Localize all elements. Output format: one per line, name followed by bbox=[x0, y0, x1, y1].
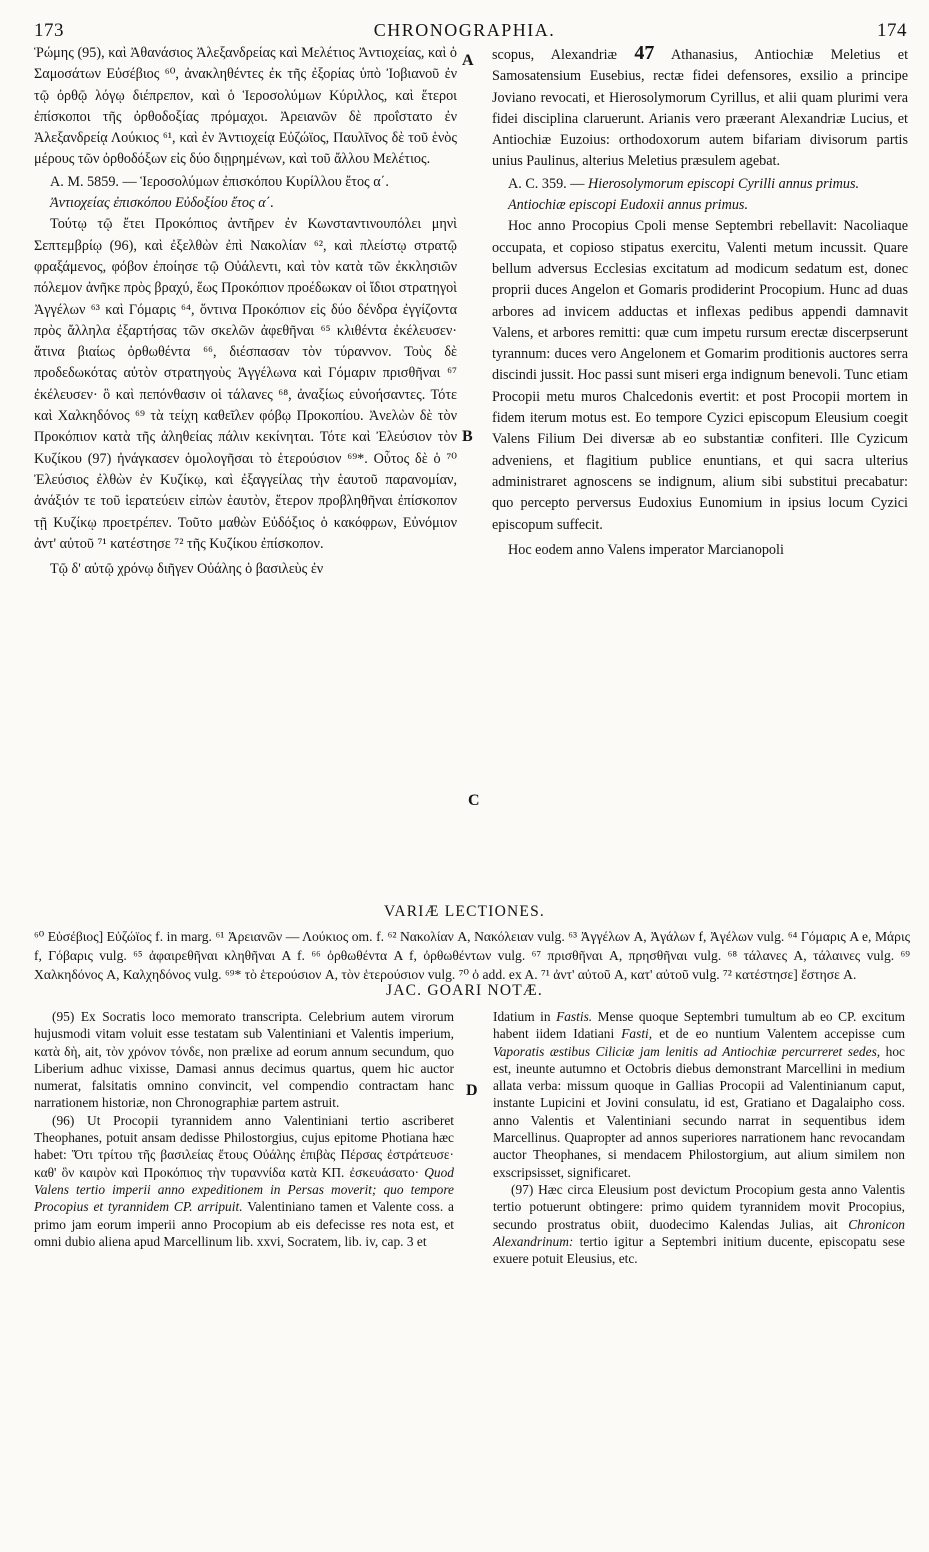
right-page-number: 174 bbox=[877, 20, 907, 41]
note-95: (95) Ex Socratis loco memorato transcripta. Celebrium autem virorum hujusmodi vitam voluit esse testatam sub Valentiniani et Valentis imperium, κατὰ δὴ, ait, τὸν χρόνον τόνδε, non prælixe ad eorum annum secundum, quo Liberium adhuc vixisse, Damasi annus decimus quartus, quem hic auctor numerat, falsitatis omnino convincit, vel compendio contractam hanc narrationem historiæ, non Chronographiæ partem astruit. bbox=[34, 1009, 454, 1111]
latin-paragraph-1-start: scopus, Alexandriæ bbox=[492, 47, 617, 63]
latin-year-bishop: Hierosolymorum episcopi Cyrilli annus primus. bbox=[588, 175, 860, 192]
note-96-continued bbox=[493, 1008, 905, 1181]
latin-antioch-line: Antiochiæ episcopi Eudoxii annus primus. bbox=[508, 197, 748, 214]
note-97-text: (97) Hæc circa Eleusium post devictum Procopium gesta anno Valentis tertio potuerunt obtingere: primo quidem tyrannidem movit Procopius, secundo prostratus obiit, duodecimo Kalendas Julias, ait bbox=[493, 1181, 905, 1232]
greek-year-line: A. M. 5859. — Ἱεροσολύμων ἐπισκόπου Κυρίλλου ἔτος α΄. bbox=[50, 173, 389, 190]
latin-year-line bbox=[492, 174, 908, 195]
latin-paragraph-1-rest: Athanasius, Antiochiæ Meletius et Samosatensium Eusebius, rectæ fidei defensores, exsilio a principe Joviano revocati, et Hierosolymorum Cyrillus, et alii quam plurimi vera fidei disciplina claruerunt. Arianis vero præerant Alexandriæ Lucius, et Antiochiæ Euzoius: orthodoxorum autem bifariam divisorum partis unius Paulinus, alterius Meletius præsulem agebat. bbox=[492, 47, 909, 170]
margin-marker-b: B bbox=[462, 428, 473, 445]
margin-marker-d: D bbox=[466, 1082, 478, 1099]
note-text: hoc est, ineunte autumno et Octobris diebus demonstrant Marcellini in medium allata verba: missum quoque in Gallias Procopii ad Valentinianum caput, instante Lupicini et Jovini consulatu, id est, Gratiano et Dagalaipho coss. anno Valentis et Valentiniani secundo narrat in sequentibus idem Marcellinus. Quapropter ad annos superiores narrationem hanc revocandam auctor Theophanes, si mendacem Philostorgium, aut alium similem non exscripsisset, significaret. bbox=[493, 1043, 905, 1180]
note-96 bbox=[34, 1112, 454, 1250]
latin-paragraph-2: Hoc anno Procopius Cpoli mense Septembri rebellavit: Nacoliaque occupata, et copioso stipatus exercitu, Valenti metum incussit. Quare bellum adversus Ecclesias excitatum ad modicum sedatum est, donec proprii duces Angelon et Gomaris prodiderint Procopium. Hunc ad duas arbores ad invicem adductas et inflexas pedibus appendi damnavit Valens, et arbores remitti: quæ cum impetu rursum erectæ discerpserunt tyrannum: duces vero Angelonem et Gomarim proditionis auctores serra discindi jussit. Hoc passi sunt miseri erga indignum benevoli. Tunc etiam Procopii metu muros Chalcedonis evertit: et post Procopii mortem in fidem iterum motus est. Eo tempore Cyzici episcopum Eleusium coegit Valens Filium Dei diversæ ab eo substantiæ confiteri. Ille Cyzicum adveniens, et flagitium publice enuntians, et qui sacra ulterius administraret agnoscens se indignum, alium sibi substitui precabatur: quo percepto perversus Eudoxius Eunomium in ipsius locum Cyzici episcopum suffecit. bbox=[492, 218, 908, 533]
latin-year-label: A. C. 359. — bbox=[508, 175, 585, 192]
note-96-rest: Valentiniano tamen et Valente coss. a primo jam eorum imperii anno Procopium ab eis defecisse res nota est, et omni dubio aliena apud Marcellinum lib. xxvi, Socratem, lib. iv, cap. 3 et bbox=[34, 1199, 455, 1249]
variae-title: VARIÆ LECTIONES. bbox=[383, 903, 545, 920]
note-text: Mense quoque Septembri tumultum ab eo CP. excitum habent iidem Idatiani bbox=[493, 1009, 905, 1042]
note-97-citation: Chronicon Alexandrinum: bbox=[493, 1216, 905, 1249]
running-title: CHRONOGRAPHIA. bbox=[373, 20, 556, 40]
note-97-rest: tertio igitur a Septembri initium ducente, episcopatu sese exuere potuit Eleusius, etc. bbox=[493, 1233, 905, 1267]
note-citation: Fastis. bbox=[556, 1009, 593, 1024]
note-96-text: (96) Ut Procopii tyrannidem anno Valentiniani tertio ascriberet Theophanes, potuit ansam dedisse Philostorgius, cujus epitome Photiana hæc habet: Ὅτι τρίτου τῆς βασιλείας ἔτους Οὐάλης ἐπιβὰς Πέρσας ἐστράτευσε· καθ' ὃν καιρὸν καὶ Προκόπιος τὴν τυραννίδα κατὰ ΚΠ. ἐσκευάσατο· bbox=[34, 1112, 454, 1180]
latin-column bbox=[492, 43, 908, 561]
note-97 bbox=[493, 1181, 905, 1267]
note-citation: Fasti, bbox=[621, 1026, 653, 1042]
margin-marker-a: A bbox=[462, 52, 474, 69]
greek-paragraph-2: Τούτῳ τῷ ἔτει Προκόπιος ἀντῆρεν ἐν Κωνσταντινουπόλει μηνὶ Σεπτεμβρίῳ (96), καὶ ἐξελθὼν ἐπὶ Νακολίαν ⁶², καὶ πλείστῳ στρατῷ φραξάμενος, φόβον ἐποίησε τῷ Οὐάλεντι, καὶ τὸν κατὰ τῶν ἐκκλησιῶν πόλεμον ἀνῆκε πρὸς βραχύ, ἕως Προκόπιον προέδωκαν οἱ ἴδιοι στρατηγοὶ Ἀγγέλων ⁶³ καὶ Γόμαρις ⁶⁴, ὅντινα Προκόπιον εἰς δύο δένδρα ἐγγίζοντα πρὸς ἄλληλα ἐξαρτήσας τῶν σκελῶν ἀφεθῆναι ⁶⁵ κλιθέντα ἐκέλευσεν· ἅτινα βιαίως ὀρθωθέντα ⁶⁶, διέσπασαν τὸν τύραννον. Τοὺς δὲ προδεδωκότας αὐτὸν στρατηγοὺς Ἀγγέλωνα καὶ Γόμαριν πρισθῆναι ⁶⁷ ἐκέλευσεν· ὃ καὶ πεπόνθασιν οἱ τάλανες ⁶⁸, ἀναξίως εὐνοήσαντες. Τότε καὶ Χαλκηδόνος ⁶⁹ τὰ τείχη καθεῖλεν φόβῳ Προκοπίου. Ἀνελὼν δὲ τὸν Προκόπιον κατὰ τῆς ἀληθείας πάλιν κεκίνηται. Τότε καὶ Ἐλεύσιον τὸν Κυζίκου (97) ἠνάγκασεν ὁμολογῆσαι τὸ ἑτερούσιον ⁶⁹*. Οὗτος δὲ ὁ ⁷⁰ Ἐλεύσιος ἐλθὼν ἐν Κυζίκῳ, καὶ ἐξαγγείλας τὴν ἑαυτοῦ παρανομίαν, ἀνάξιόν τε τοῦ ἱερατεύειν εἰπὼν ἑαυτὸν, ἕτερον προβληθῆναι ἐπίσκοπον τῇ Κυζίκῳ προετρέπεν. Τοῦτο μαθὼν Εὐδόξιος ὁ κακόφρων, Εὐνόμιον ἀντ' αὐτοῦ ⁷¹ κατέστησε ⁷² τῆς Κυζίκου ἐπίσκοπον. bbox=[34, 216, 457, 552]
notes-right-column bbox=[493, 1008, 905, 1267]
latin-paragraph-3: Hoc eodem anno Valens imperator Marcianopoli bbox=[508, 541, 784, 558]
latin-paragraph-1 bbox=[492, 43, 908, 173]
greek-paragraph-3: Τῷ δ' αὐτῷ χρόνῳ διῆγεν Οὐάλης ὁ βασιλεὺς ἐν bbox=[50, 561, 324, 578]
column-number: 47 bbox=[634, 42, 655, 64]
greek-column bbox=[34, 43, 457, 580]
variae-lectiones bbox=[34, 927, 910, 984]
note-text: et de eo nuntium Valentem accepisse cum bbox=[659, 1026, 905, 1042]
margin-marker-c: C bbox=[468, 792, 480, 809]
variae-text: ⁶⁰ Εὐσέβιος] Εὐζώϊος f. in marg. ⁶¹ Ἀρειανῶν — Λούκιος om. f. ⁶² Νακολίαν A, Νακόλειαν vulg. ⁶³ Ἀγγέλων A, Ἀγάλων f, Ἀγέλων vulg. ⁶⁴ Γόμαρις A e, Μάρις f, Γόβαρις vulg. ⁶⁵ ἀφαιρεθῆναι κληθῆναι A f. ⁶⁶ ὀρθωθέντα A f, ὀρθωθέντων vulg. ⁶⁷ πρισθῆναι A, πρησθῆναι vulg. ⁶⁸ τάλανες A, τάλαινες vulg. ⁶⁹ Χαλκηδόνος A, Καλχηδόνος vulg. ⁶⁹* τὸ ἑτερούσιον A, τὸν ἑτερούσιον vulg. ⁷⁰ ὁ add. ex A. ⁷¹ ἀντ' αὐτοῦ A, κατ' αὐτοῦ vulg. ⁷² κατέστησε] ἔστησε A. bbox=[34, 929, 910, 982]
notes-left-column bbox=[34, 1008, 454, 1250]
left-page-number: 173 bbox=[34, 20, 64, 41]
greek-paragraph-1: Ῥώμης (95), καὶ Ἀθανάσιος Ἀλεξανδρείας καὶ Μελέτιος Ἀντιοχείας, καὶ ὁ Σαμοσάτων Εὐσέβιος ⁶⁰, ἀνακληθέντες ἐκ τῆς ἐξορίας ὑπὸ Ἰοβιανοῦ ἐν τῷ ὀρθῷ λόγῳ διέπρεπον, καὶ ὁ Ἱεροσολύμων Κύριλλος, καὶ ἕτεροι ἐπίσκοποι τῆς ὀρθοδοξίας πρόμαχοι. Ἀρειανῶν δὲ προΐστατο ἐν Ἀλεξανδρείᾳ Λούκιος ⁶¹, καὶ ἐν Ἀντιοχείᾳ Εὐζώϊος, Παυλῖνος δὲ τοῦ ἑνὸς μέρους τῶν ὀρθοδόξων εἰς δύο διῃρημένων, καὶ τοῦ ἄλλου Μελέτιος. bbox=[34, 45, 457, 168]
note-quotation: Vaporatis æstibus Ciliciæ jam lenitis ad Antiochiæ percurreret sedes, bbox=[493, 1043, 881, 1059]
notes-title: JAC. GOARI NOTÆ. bbox=[386, 982, 543, 999]
note-96-latin-quote: Quod Valens tertio imperii anno expeditionem in Persas moverit; quo tempore Procopius et tyrannidem CP. arripuit. bbox=[34, 1164, 454, 1215]
greek-antioch-line: Ἀντιοχείας ἐπισκόπου Εὐδοξίου ἔτος α΄. bbox=[50, 195, 274, 212]
note-text: Idatium in bbox=[493, 1009, 551, 1024]
